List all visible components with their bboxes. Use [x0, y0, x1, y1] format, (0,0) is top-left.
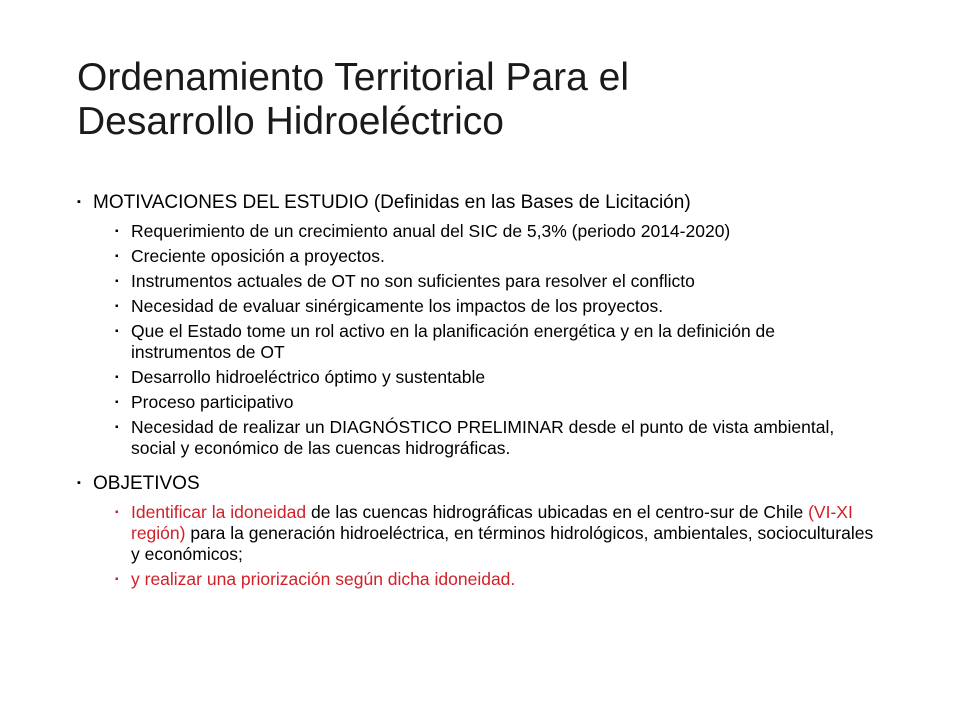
bullet-icon: ▪: [115, 301, 119, 312]
objective-text: y realizar una priorización según dicha idoneidad.: [131, 569, 516, 589]
objective-item: [115, 569, 877, 590]
list-item-text: Necesidad de evaluar sinérgicamente los impactos de los proyectos.: [131, 296, 664, 316]
list-item: [115, 271, 877, 292]
section-heading-motivaciones: [77, 190, 877, 215]
objetivos-list: [77, 502, 877, 590]
bullet-icon: ▪: [115, 574, 119, 585]
objective-text: de las cuencas hidrográficas ubicadas en el centro-sur de Chile: [306, 502, 809, 522]
slide-title: [77, 56, 907, 144]
region-highlight: (VI-XI región): [131, 502, 853, 543]
list-item-text: Que el Estado tome un rol activo en la planificación energética y en la definición de instrumentos de OT: [131, 321, 776, 362]
bullet-icon: ▪: [115, 326, 119, 337]
list-item-text: Proceso participativo: [131, 392, 294, 412]
list-item-text: Creciente oposición a proyectos.: [131, 246, 385, 266]
bullet-icon: ▪: [115, 251, 119, 262]
slide-title-line-1: Ordenamiento Territorial Para el: [77, 56, 630, 99]
bullet-icon: ▪: [77, 196, 81, 208]
list-item-text: Requerimiento de un crecimiento anual del SIC de 5,3% (periodo 2014-2020): [131, 221, 731, 241]
list-item: [115, 246, 877, 267]
list-item: [115, 392, 877, 413]
section-heading-text: OBJETIVOS: [93, 473, 200, 494]
slide-content: [77, 190, 877, 598]
list-item: [115, 417, 877, 459]
list-item: [115, 221, 877, 242]
list-item-text: Necesidad de realizar un DIAGNÓSTICO PRELIMINAR desde el punto de vista ambiental, social y económico de las cuencas hidrográficas.: [131, 417, 835, 458]
objective-item: [115, 502, 877, 565]
objective-highlight: Identificar la idoneidad: [131, 502, 307, 522]
objective-text: para la generación hidroeléctrica, en términos hidrológicos, ambientales, socioculturales y económicos;: [131, 523, 874, 564]
bullet-icon: ▪: [115, 397, 119, 408]
section-heading-objetivos: [77, 471, 877, 496]
list-item: [115, 367, 877, 388]
bullet-icon: ▪: [115, 226, 119, 237]
slide-title-line-2: Desarrollo Hidroeléctrico: [77, 100, 504, 143]
list-item-text: Desarrollo hidroeléctrico óptimo y sustentable: [131, 367, 486, 387]
list-item: [115, 296, 877, 317]
bullet-icon: ▪: [115, 276, 119, 287]
bullet-icon: ▪: [77, 477, 81, 489]
motivaciones-list: [77, 221, 877, 459]
section-heading-text: MOTIVACIONES DEL ESTUDIO (Definidas en las Bases de Licitación): [93, 192, 691, 213]
bullet-icon: ▪: [115, 507, 119, 518]
bullet-icon: ▪: [115, 422, 119, 433]
bullet-icon: ▪: [115, 372, 119, 383]
list-item-text: Instrumentos actuales de OT no son suficientes para resolver el conflicto: [131, 271, 695, 291]
list-item: [115, 321, 877, 363]
